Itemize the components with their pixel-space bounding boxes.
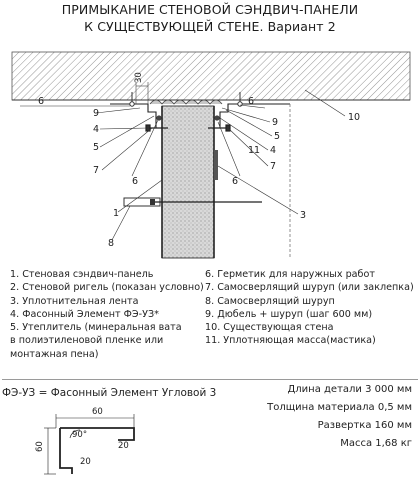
callout-10: 10 [348, 112, 361, 123]
sealant-right [214, 115, 219, 120]
spec-unfold: Развертка 160 мм [317, 420, 412, 431]
callout-6-b: 6 [132, 176, 139, 187]
part-dim-top: 60 [92, 407, 103, 417]
title-line-1: ПРИМЫКАНИЕ СТЕНОВОЙ СЭНДВИЧ-ПАНЕЛИ [61, 2, 359, 17]
callout-1: 1 [113, 208, 120, 219]
legend-item-1: 1. Стеновая сэндвич-панель [10, 269, 154, 280]
flashing-left [110, 104, 162, 128]
callout-4-left: 4 [93, 124, 100, 135]
divider [2, 379, 418, 380]
callout-7-left: 7 [93, 165, 100, 176]
sealing-tape [214, 150, 218, 180]
callout-3: 3 [300, 210, 307, 221]
legend-right [205, 268, 414, 348]
part-dim-angle: 90° [72, 430, 88, 440]
part-dim-20-b: 20 [80, 457, 91, 467]
callout-4-right: 4 [270, 145, 277, 156]
existing-wall [12, 52, 410, 100]
legend-item-8: 8. Самосверлящий шуруп [205, 295, 335, 307]
legend-item-6: 6. Герметик для наружных работ [205, 269, 375, 280]
callout-6-right: 6 [248, 96, 255, 107]
legend-item-5: 5. Утеплитель (минеральная вата [10, 322, 182, 334]
callout-5-left: 5 [93, 142, 100, 153]
title-line-2: К СУЩЕСТВУЮЩЕЙ СТЕНЕ. Вариант 2 [84, 19, 336, 34]
legend-item-2: 2. Стеновой ригель (показан условно) [10, 282, 204, 294]
callout-6-a: 6 [38, 96, 45, 107]
spec-thickness: Толщина материала 0,5 мм [267, 402, 412, 413]
legend-item-7: 7. Самосверлящий шуруп (или заклепка) [205, 282, 414, 294]
callout-8: 8 [108, 238, 115, 249]
dimension-30: 30 [134, 72, 144, 83]
legend-item-4: 4. Фасонный Элемент ФЭ-УЗ* [10, 308, 159, 320]
callout-5-right: 5 [274, 131, 281, 142]
sealant-left [156, 115, 161, 120]
callout-9-right: 9 [272, 117, 279, 128]
callout-9-left: 9 [93, 108, 100, 119]
spec-length: Длина детали 3 000 мм [287, 384, 412, 395]
legend-item-5-cont-2: монтажная пена) [10, 348, 99, 360]
callout-11: 11 [248, 145, 261, 156]
callout-7-right: 7 [270, 161, 277, 172]
legend-item-5-cont-1: в полиэтиленовой пленке или [10, 335, 164, 347]
callout-6-c: 6 [232, 176, 239, 187]
part-dim-side: 60 [35, 441, 45, 452]
sealing-mass [150, 100, 222, 104]
sandwich-panel [162, 106, 214, 258]
part-title: ФЭ-УЗ = Фасонный Элемент Угловой 3 [2, 387, 217, 399]
legend-item-3: 3. Уплотнительная лента [10, 295, 139, 307]
legend-item-10: 10. Существующая стена [205, 322, 334, 334]
spec-mass: Масса 1,68 кг [340, 438, 412, 449]
legend-left [10, 268, 204, 361]
part-dim-20-a: 20 [118, 441, 129, 451]
legend-item-11: 11. Уплотняющая масса(мастика) [205, 335, 376, 347]
legend-item-9: 9. Дюбель + шуруп (шаг 600 мм) [205, 308, 373, 320]
